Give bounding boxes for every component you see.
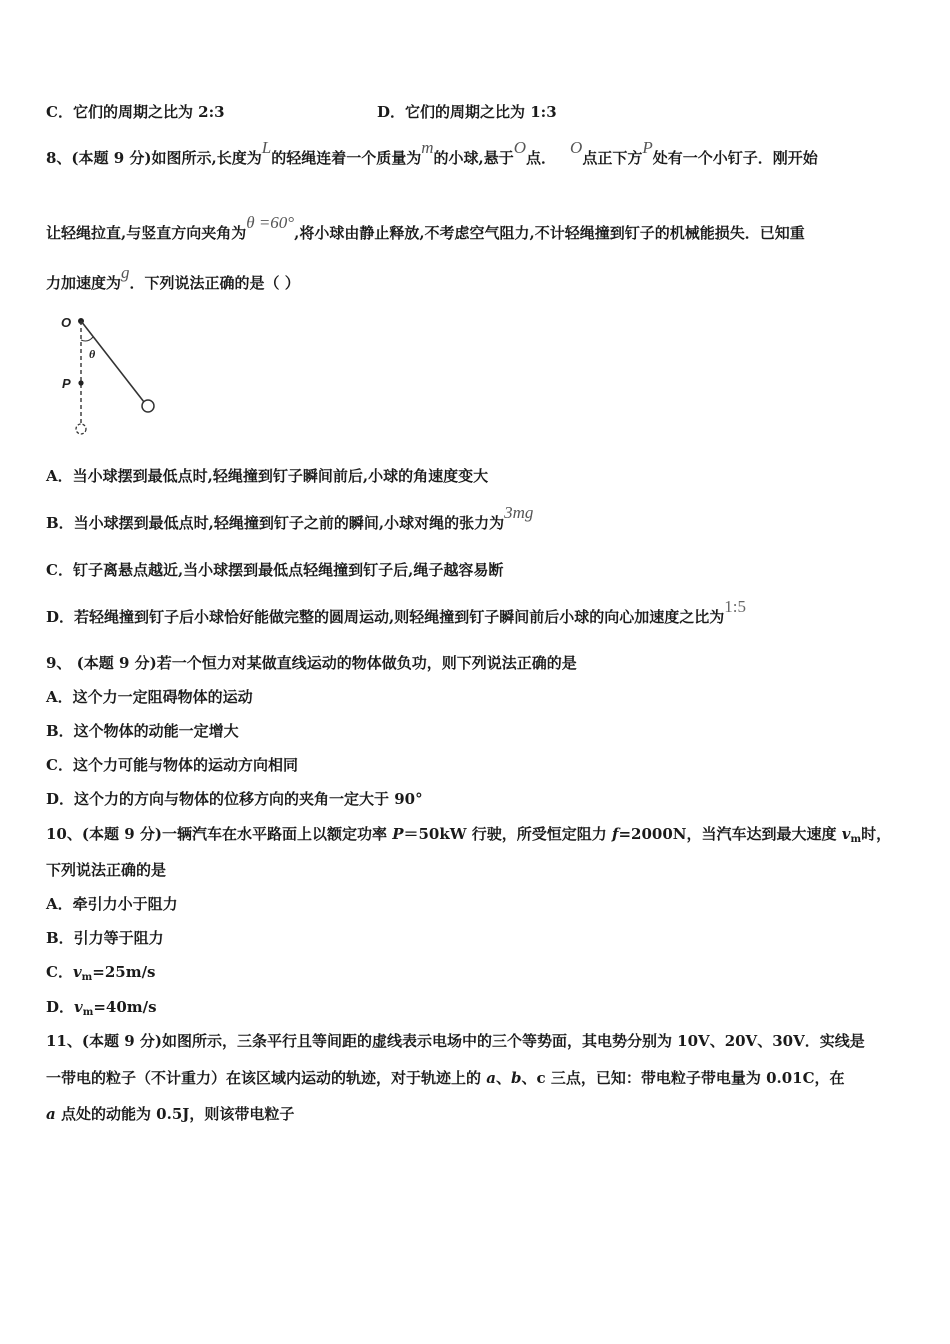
var-f: f: [612, 825, 619, 843]
figure-label-o: O: [61, 315, 72, 330]
math-L: L: [261, 138, 272, 157]
subscript-m: m: [850, 834, 862, 845]
q8-text: 8、(本题 9 分)如图所示,长度为: [46, 149, 262, 167]
q8-option-d: [46, 597, 746, 627]
q8-text: 力加速度为: [46, 274, 122, 292]
q8-option-d-text: D．若轻绳撞到钉子后小球恰好能做完整的圆周运动,则轻绳撞到钉子瞬间前后小球的向心加速度之比为: [46, 608, 725, 626]
q10-option-a: A．牵引力小于阻力: [46, 895, 178, 913]
q9-option-d: D．这个力的方向与物体的位移方向的夹角一定大于 90°: [46, 790, 423, 808]
q9-option-a: A．这个力一定阻碍物体的运动: [46, 688, 253, 706]
var-v: v: [841, 825, 851, 843]
option-prefix: D．: [46, 998, 75, 1016]
math-g: g: [121, 263, 130, 282]
var-v: v: [72, 963, 82, 981]
option-value: =25m/s: [92, 963, 156, 981]
q8-option-c: C．钉子离悬点越近,当小球摆到最低点轻绳撞到钉子后,绳子越容易断: [46, 561, 504, 579]
q8-stem-line3: [46, 263, 300, 293]
q10-text: 10、(本题 9 分)一辆汽车在水平路面上以额定功率: [46, 825, 393, 843]
q8-text: 让轻绳拉直,与竖直方向夹角为: [46, 224, 247, 242]
q10-text: =2000N，当汽车达到最大速度: [618, 825, 842, 843]
figure-label-p: P: [62, 376, 71, 391]
q10-option-b: B．引力等于阻力: [46, 929, 164, 947]
q10-option-c: [46, 962, 156, 985]
q8-text: ．下列说法正确的是（ ）: [129, 274, 300, 292]
math-ratio: 1:5: [724, 597, 746, 616]
q11-text: 一带电的粒子（不计重力）在该区域内运动的轨迹，对于轨迹上的: [46, 1069, 487, 1087]
nail-point: [78, 380, 83, 385]
q9-stem: 9、 (本题 9 分)若一个恒力对某做直线运动的物体做负功，则下列说法正确的是: [46, 654, 577, 672]
q11-stem-line2: [46, 1068, 845, 1088]
option-value: =40m/s: [93, 998, 157, 1016]
q8-option-b: [46, 503, 534, 533]
option-prefix: C．: [46, 963, 73, 981]
q8-text: 处有一个小钉子．刚开始: [652, 149, 818, 167]
q11-stem-line1: 11、(本题 9 分)如图所示，三条平行且等间距的虚线表示电场中的三个等势面，其电势分别为 10V、20V、30V．实线是: [46, 1032, 865, 1050]
subscript-m: m: [82, 1007, 94, 1018]
var-v: v: [74, 998, 83, 1016]
q10-stem-line2: 下列说法正确的是: [46, 861, 167, 879]
math-O: O: [570, 138, 583, 157]
var-a: a: [46, 1105, 56, 1123]
var-P: P: [392, 825, 404, 843]
rope-line: [81, 321, 144, 402]
q8-text: ,将小球由静止释放,不考虑空气阻力,不计轻绳撞到钉子的机械能损失．已知重: [294, 224, 805, 242]
lowest-position-ball: [76, 424, 86, 434]
q8-text: 点．: [526, 149, 557, 167]
q8-text: 点正下方: [582, 149, 643, 167]
math-3mg: 3mg: [504, 503, 534, 522]
q9-option-c: C．这个力可能与物体的运动方向相同: [46, 756, 298, 774]
q10-text: ＝50kW 行驶，所受恒定阻力: [403, 825, 613, 843]
q7-option-d: D．它们的周期之比为 1:3: [377, 103, 557, 121]
q11-stem-line3: [46, 1104, 294, 1124]
q8-option-a: A．当小球摆到最低点时,轻绳撞到钉子瞬间前后,小球的角速度变大: [46, 467, 489, 485]
figure-label-theta: θ: [89, 347, 96, 361]
q8-option-b-text: B．当小球摆到最低点时,轻绳撞到钉子之前的瞬间,小球对绳的张力为: [46, 514, 505, 532]
ball: [142, 400, 154, 412]
angle-arc: [81, 337, 93, 341]
pendulum-figure: [56, 310, 166, 440]
var-a: a: [486, 1069, 496, 1087]
q10-text: 时，: [861, 825, 892, 843]
math-m: m: [421, 138, 434, 157]
q8-text: 的小球,悬于: [433, 149, 514, 167]
q11-text: 、c 三点，已知：带电粒子带电量为 0.01C，在: [521, 1069, 845, 1087]
q8-stem-line2: [46, 213, 805, 243]
math-O: O: [513, 138, 527, 157]
q10-option-d: [46, 997, 157, 1020]
q7-option-c: C．它们的周期之比为 2:3: [46, 103, 225, 121]
math-theta: θ =60°: [246, 213, 295, 232]
q9-option-b: B．这个物体的动能一定增大: [46, 722, 239, 740]
subscript-m: m: [81, 972, 93, 983]
q11-text: 、: [495, 1069, 511, 1087]
q11-text: 点处的动能为 0.5J，则该带电粒子: [55, 1105, 295, 1123]
q8-text: 的轻绳连着一个质量为: [271, 149, 422, 167]
var-b: b: [510, 1069, 522, 1087]
q8-stem-line1: [46, 138, 818, 168]
q10-stem-line1: [46, 824, 891, 847]
math-P: P: [642, 138, 653, 157]
